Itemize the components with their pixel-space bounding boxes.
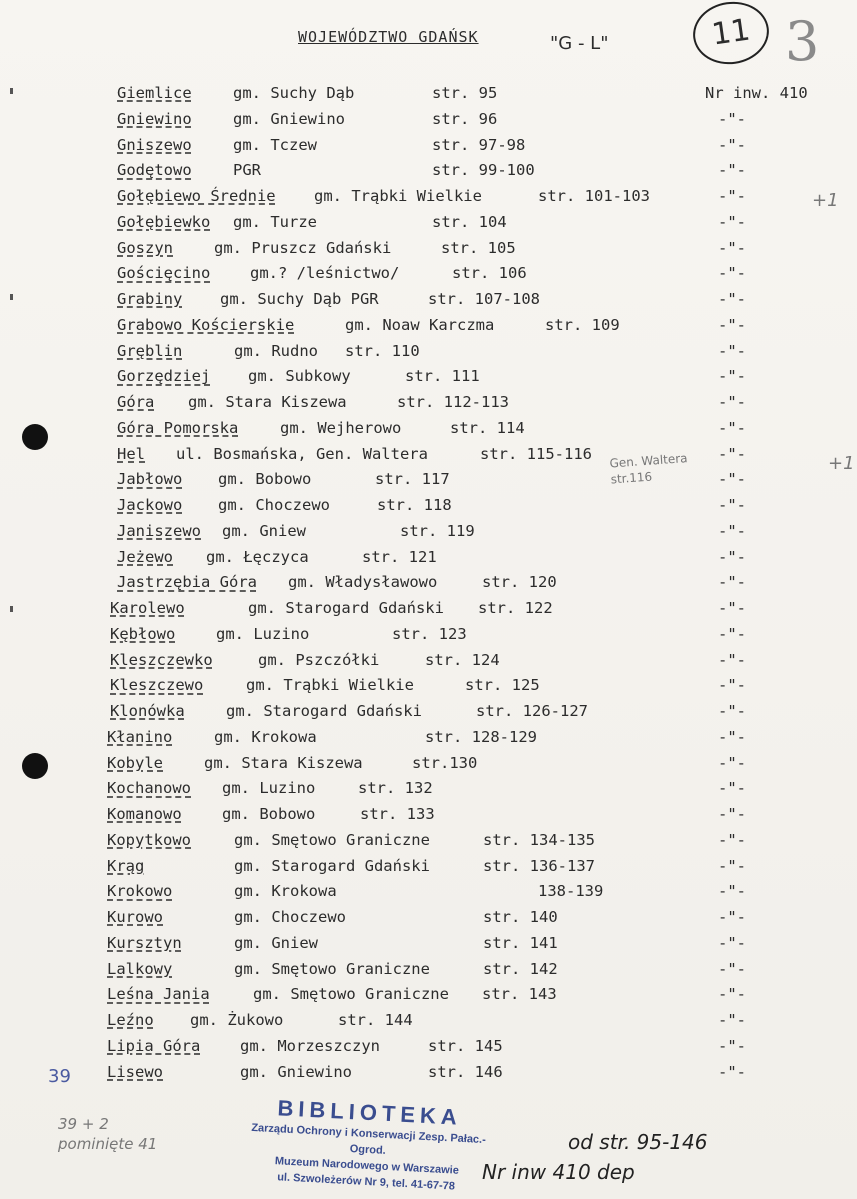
entry-pages: str. 122 [478,599,553,617]
entry-pages: str. 140 [483,908,558,926]
letter-range: "G - L" [550,33,609,54]
list-item [0,367,857,391]
bottom-right-note: Nr inw 410 dep [482,1160,635,1184]
ditto-mark: -"- [718,985,746,1004]
ditto-mark: -"- [718,856,746,875]
ditto-mark: -"- [718,212,746,231]
ditto-mark: -"- [718,1036,746,1055]
entry-gmina: gm. Smętowo Graniczne [253,985,449,1004]
entry-gmina: gm. Gniew [222,521,306,540]
inventory-number: Nr inw. 410 [705,84,808,102]
entry-pages: str. 143 [482,985,557,1004]
entry-pages: str. 123 [392,624,467,643]
stamp-line: Muzeum Narodowego w Warszawie [274,1155,460,1177]
entry-gmina: gm. Noaw Karczma [345,315,495,334]
entry-gmina: gm. Suchy Dąb PGR [220,290,379,308]
hel-margin-note: Gen. Waltera str.116 [609,451,688,487]
entry-name: Leźno [107,1011,154,1029]
entry-gmina: gm. Bobowo [218,470,312,489]
entry-name: Gręblin [117,341,183,360]
ditto-mark: -"- [718,393,746,411]
entry-name: Komanowo [107,805,182,823]
entry-pages: str. 128-129 [425,727,537,746]
entry-pages: str. 142 [483,959,558,978]
ditto-mark: -"- [718,418,746,437]
ditto-mark: -"- [718,624,746,643]
list-item [0,1011,857,1035]
entry-name: Gorzędziej [117,367,211,386]
entry-gmina: gm. Pszczółki [258,650,380,669]
ditto-mark: -"- [718,779,746,798]
ditto-mark: -"- [718,547,746,566]
list-item [0,316,857,340]
ditto-mark: -"- [718,933,746,952]
entry-gmina: gm. Bobowo [222,805,316,823]
ditto-mark: -"- [718,238,746,257]
list-item [0,573,857,597]
entry-pages: str. 112-113 [397,393,509,411]
entry-pages: str. 105 [441,238,516,257]
list-item [0,934,857,958]
entry-name: Gniszewo [117,135,192,154]
bottom-right-note: od str. 95-146 [568,1130,708,1154]
entry-name: Góra [117,393,155,411]
entry-gmina: gm. Starogard Gdański [248,599,444,617]
entry-pages: str. 106 [452,264,527,283]
list-item [0,470,857,494]
ditto-mark: -"- [718,109,746,128]
list-item [0,213,857,237]
entry-gmina: gm. Krokowa [214,727,317,746]
ditto-mark: -"- [718,135,746,154]
entry-name: Kurowo [107,908,163,926]
entry-pages: str. 146 [428,1062,503,1081]
ditto-mark: -"- [718,290,746,308]
entry-pages: 138-139 [538,882,604,901]
stamp-title: BIBLIOTEKA [276,1095,463,1130]
entry-pages: str. 110 [345,341,420,360]
entry-pages: str. 124 [425,650,500,669]
entry-name: Kopytkowo [107,830,191,849]
list-item [0,187,857,211]
entry-name: Kleszczewko [110,650,213,669]
entry-gmina: gm. Suchy Dąb [233,84,355,102]
entry-pages: str. 95 [432,84,498,102]
entry-name: Grabiny [117,290,183,308]
entry-name: Godętowo [117,161,192,180]
entry-name: Gołębiewko [117,212,211,231]
ditto-mark: -"- [718,702,746,720]
entry-pages: str. 115-116 [480,444,592,463]
entry-gmina: gm. Luzino [216,624,310,643]
entry-pages: str. 117 [375,470,450,489]
entry-gmina: gm. Stara Kiszewa [188,393,347,411]
entry-name: Janiszewo [117,521,201,540]
entry-gmina: gm. Tczew [233,135,317,154]
page-title: WOJEWÓDZTWO GDAŃSK [298,28,479,46]
list-item [0,110,857,134]
list-item [0,161,857,185]
entry-name: Kobyle [107,753,163,772]
list-item [0,882,857,906]
entry-gmina: gm. Wejherowo [280,418,402,437]
entry-pages: str. 109 [545,315,620,334]
entry-gmina: gm. Choczewo [234,908,346,926]
list-item [0,290,857,314]
entry-pages: str. 126-127 [476,702,588,720]
list-item [0,419,857,443]
entry-gmina: gm. Rudno [234,341,318,360]
ditto-mark: -"- [718,187,746,205]
ditto-mark: -"- [718,341,746,360]
entry-gmina: gm. Turze [233,212,317,231]
ditto-mark: -"- [718,599,746,617]
ditto-mark: -"- [718,521,746,540]
entry-name: Krąg [107,856,145,875]
entry-name: Gniewino [117,109,192,128]
entry-gmina: gm. Smętowo Graniczne [234,959,430,978]
entry-name: Jabłowo [117,470,183,489]
entry-pages: str. 134-135 [483,830,595,849]
entry-gmina: gm. Żukowo [190,1011,284,1029]
list-item [0,1063,857,1087]
ditto-mark: -"- [718,959,746,978]
entry-gmina: gm. Starogard Gdański [226,702,422,720]
entry-gmina: gm. Morzeszczyn [240,1036,380,1055]
ditto-mark: -"- [718,161,746,180]
entry-gmina: gm. Luzino [222,779,316,798]
entry-name: Kochanowo [107,779,191,798]
entry-name: Kębłowo [110,624,176,643]
ditto-mark: -"- [718,882,746,901]
entry-pages: str. 119 [400,521,475,540]
ditto-mark: -"- [718,830,746,849]
ditto-mark: -"- [718,727,746,746]
list-item [0,1037,857,1061]
list-item [0,84,857,108]
entry-gmina: gm. Gniewino [240,1062,352,1081]
entry-name: Lalkowy [107,959,173,978]
entry-pages: str. 144 [338,1011,413,1029]
stamp-line: ul. Szwoleżerów Nr 9, tel. 41-67-78 [276,1171,456,1193]
ditto-mark: -"- [718,264,746,283]
list-item [0,239,857,263]
ditto-mark: -"- [718,573,746,592]
entry-name: Grabowo Kościerskie [117,315,295,334]
list-item [0,857,857,881]
entry-name: Góra Pomorska [117,418,239,437]
circled-page-number: 11 [689,0,773,69]
entry-name: Klonówka [110,702,185,720]
list-item [0,264,857,288]
list-item [0,625,857,649]
entry-pages: str. 136-137 [483,856,595,875]
entry-pages: str. 101-103 [538,187,650,205]
entry-pages: str. 121 [362,547,437,566]
entry-pages: str. 97-98 [432,135,526,154]
list-item [0,342,857,366]
list-item [0,136,857,160]
entry-name: Jeżewo [117,547,173,566]
entry-name: Kursztyn [107,933,182,952]
ditto-mark: -"- [718,1011,746,1029]
entry-pages: str. 141 [483,933,558,952]
entry-pages: str. 111 [405,367,480,386]
entry-name: Hel [117,444,145,463]
entry-gmina: gm. Łęczyca [206,547,309,566]
list-item [0,779,857,803]
entry-gmina: gm. Starogard Gdański [234,856,430,875]
entry-gmina: ul. Bosmańska, Gen. Waltera [176,444,428,463]
bottom-left-note: 39 + 2 pominięte 41 [58,1115,158,1153]
entry-pages: str. 114 [450,418,525,437]
ditto-mark: -"- [718,496,746,514]
entry-name: Gościęcino [117,264,211,283]
list-item [0,754,857,778]
entry-gmina: gm. Stara Kiszewa [204,753,363,772]
entry-gmina: PGR [233,161,261,180]
entry-gmina: gm. Krokowa [234,882,337,901]
list-item [0,676,857,700]
entry-pages: str. 145 [428,1036,503,1055]
ditto-mark: -"- [718,367,746,386]
entry-pages: str. 99-100 [432,161,535,180]
entry-name: Gołębiewo Średnie [117,187,276,205]
entry-name: Kleszczewo [110,676,204,695]
entry-name: Leśna Jania [107,985,210,1004]
entry-gmina: gm. Gniewino [233,109,345,128]
ditto-mark: -"- [718,805,746,823]
list-item [0,831,857,855]
ditto-mark: -"- [718,315,746,334]
pencil-number: 3 [785,10,820,73]
ditto-mark: -"- [718,676,746,695]
entry-pages: str. 125 [465,676,540,695]
entry-gmina: gm. Subkowy [248,367,351,386]
entry-gmina: gm. Choczewo [218,496,330,514]
entry-gmina: gm. Gniew [234,933,318,952]
margin-count: 39 [48,1066,71,1087]
entry-gmina: gm. Władysławowo [288,573,438,592]
entry-gmina: gm.? /leśnictwo/ [250,264,400,283]
list-item [0,702,857,726]
list-item [0,393,857,417]
entry-name: Krokowo [107,882,173,901]
ditto-mark: -"- [718,1062,746,1081]
entry-name: Jastrzębia Góra [117,573,257,592]
margin-note-plus1: +1 [812,190,839,211]
ditto-mark: -"- [718,444,746,463]
list-item [0,548,857,572]
list-item [0,599,857,623]
entry-pages: str. 96 [432,109,498,128]
entry-pages: str. 120 [482,573,557,592]
entry-name: Karolewo [110,599,185,617]
list-item [0,805,857,829]
margin-note-plus1: +1 [828,453,855,474]
list-item [0,960,857,984]
entry-pages: str.130 [412,753,478,772]
entry-name: Lisewo [107,1062,163,1081]
entry-pages: str. 107-108 [428,290,540,308]
entry-gmina: gm. Pruszcz Gdański [214,238,392,257]
ditto-mark: -"- [718,650,746,669]
entry-name: Kłanino [107,727,173,746]
list-item [0,522,857,546]
entry-pages: str. 132 [358,779,433,798]
ditto-mark: -"- [718,470,746,489]
entry-gmina: gm. Smętowo Graniczne [234,830,430,849]
entry-pages: str. 118 [377,496,452,514]
entry-pages: str. 133 [360,805,435,823]
entry-name: Jackowo [117,496,183,514]
entry-gmina: gm. Trąbki Wielkie [314,187,482,205]
list-item [0,908,857,932]
library-stamp [246,1094,490,1196]
stamp-line: Zarządu Ochrony i Konserwacji Zesp. Pałac.-Ogrod. [251,1121,487,1157]
entry-name: Goszyn [117,238,173,257]
list-item [0,651,857,675]
entry-name: Lipia Góra [107,1036,201,1055]
list-item [0,496,857,520]
ditto-mark: -"- [718,908,746,926]
entry-gmina: gm. Trąbki Wielkie [246,676,414,695]
ditto-mark: -"- [718,753,746,772]
list-item [0,445,857,469]
list-item [0,985,857,1009]
list-item [0,728,857,752]
entry-pages: str. 104 [432,212,507,231]
entry-name: Giemlice [117,84,192,102]
